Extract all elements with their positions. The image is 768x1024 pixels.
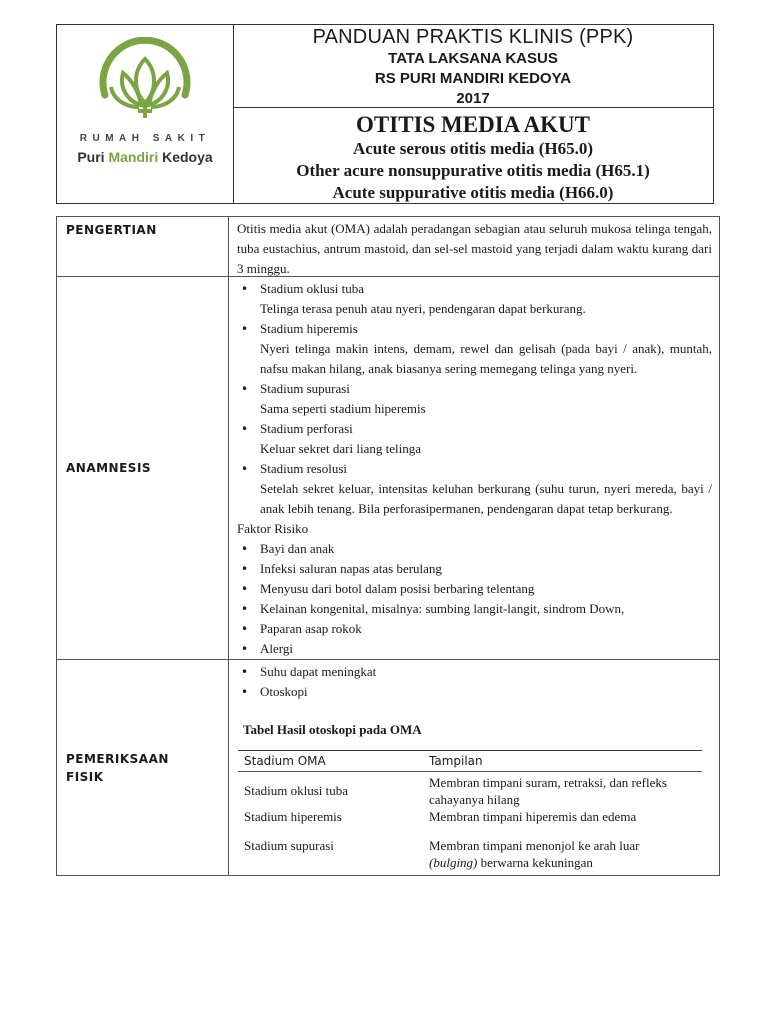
stage-desc: Nyeri telinga makin intens, demam, rewel dan gelisah (pada bayi / anak), muntah, nafsu makan hilang, anak biasanya sering memegang telinga yang nyeri. — [260, 341, 712, 376]
cell-stage: Stadium oklusi tuba — [244, 782, 348, 798]
header-line-1: TATA LAKSANA KASUS — [388, 50, 558, 67]
logo-name-part3: Kedoya — [162, 149, 213, 165]
label-anamnesis-cell — [57, 277, 229, 660]
table-header-row — [238, 751, 702, 772]
col-header-tampilan: Tampilan — [429, 751, 702, 772]
logo-name-part1: Puri — [77, 149, 105, 165]
cell-appearance — [429, 772, 702, 809]
label-pengertian: PENGERTIAN — [66, 223, 157, 237]
logo-name-part2: Mandiri — [108, 149, 159, 165]
appearance-line2 — [429, 854, 702, 871]
row-pemeriksaan-fisik — [57, 660, 720, 876]
risk-factor-list — [237, 539, 712, 659]
list-item — [237, 279, 712, 319]
table-row — [238, 772, 702, 809]
appearance-line1: Membran timpani menonjol ke arah luar — [429, 838, 640, 853]
logo-brand-line: RUMAH SAKIT — [79, 133, 211, 144]
label-pengertian-cell — [57, 217, 229, 277]
label-pemeriksaan-line1: PEMERIKSAAN — [66, 751, 169, 766]
pengertian-text: Otitis media akut (OMA) adalah peradangan sebagian atau seluruh mukosa telinga tengah, tuba eustachius, antrum mastoid, dan sel-sel mastoid yang terjadi dalam waktu kurang dari 3 minggu. — [237, 221, 712, 276]
list-item: • Paparan asap rokok — [237, 619, 712, 639]
header-disease-cell — [233, 107, 713, 203]
col-header-stadium: Stadium OMA — [238, 751, 429, 772]
list-item — [237, 459, 712, 519]
list-item: • Otoskopi — [237, 682, 712, 702]
cell-appearance: Membran timpani hiperemis dan edema — [429, 809, 637, 824]
list-item: • Menyusu dari botol dalam posisi berbaring telentang — [237, 579, 712, 599]
table-row — [238, 808, 702, 825]
list-item — [237, 319, 712, 379]
stage-title: • Stadium perforasi — [260, 421, 353, 436]
appearance-line1: Membran timpani suram, retraksi, dan refleks — [429, 775, 667, 790]
appearance-rest: berwarna kekuningan — [477, 855, 593, 870]
stage-desc: Keluar sekret dari liang telinga — [260, 441, 421, 456]
otoskopi-table-caption: Tabel Hasil otoskopi pada OMA — [243, 722, 422, 737]
cell-stage: Stadium hiperemis — [244, 809, 342, 824]
table-row — [238, 825, 702, 871]
ppk-header — [56, 24, 714, 204]
row-anamnesis — [57, 277, 720, 660]
content-pengertian-cell — [229, 217, 720, 277]
cell-appearance — [429, 825, 702, 871]
label-pemeriksaan — [57, 750, 228, 786]
icd-code-3: Acute suppurative otitis media (H66.0) — [332, 183, 614, 202]
exam-list — [237, 662, 712, 702]
header-title-cell — [233, 25, 713, 108]
row-pengertian — [57, 217, 720, 277]
stage-title: • Stadium supurasi — [260, 381, 350, 396]
logo-hospital-name — [57, 149, 233, 165]
header-year: 2017 — [456, 90, 490, 107]
content-anamnesis-cell — [229, 277, 720, 660]
appearance-line2: cahayanya hilang — [429, 792, 520, 807]
risk-factor-title: Faktor Risiko — [237, 521, 309, 536]
stage-title: • Stadium oklusi tuba — [260, 281, 364, 296]
hospital-logo-cell — [57, 25, 234, 203]
otoskopi-table — [238, 750, 702, 871]
lotus-logo-icon — [89, 37, 201, 129]
list-item: • Bayi dan anak — [237, 539, 712, 559]
disease-title: OTITIS MEDIA AKUT — [356, 112, 590, 137]
stage-title: • Stadium resolusi — [260, 461, 348, 476]
list-item — [237, 379, 712, 419]
label-pemeriksaan-line2: FISIK — [66, 769, 104, 784]
stage-list — [237, 279, 712, 519]
cell-stage: Stadium supurasi — [244, 838, 334, 853]
list-item: • Infeksi saluran napas atas berulang — [237, 559, 712, 579]
list-item: • Kelainan kongenital, misalnya: sumbing langit-langit, sindrom Down, — [237, 599, 712, 619]
stage-desc: Sama seperti stadium hiperemis — [260, 401, 426, 416]
label-pemeriksaan-cell — [57, 660, 229, 876]
icd-code-2: Other acure nonsuppurative otitis media (H65.1) — [296, 161, 650, 180]
header-line-2: RS PURI MANDIRI KEDOYA — [374, 70, 572, 87]
stage-desc: Setelah sekret keluar, intensitas keluhan berkurang (suhu turun, nyeri mereda, bayi / anak lebih tenang. Bila perforasipermanen, pendengaran dapat tetap berkurang. — [260, 481, 712, 516]
list-item: • Suhu dapat meningkat — [237, 662, 712, 682]
label-anamnesis: ANAMNESIS — [66, 461, 152, 475]
stage-desc: Telinga terasa penuh atau nyeri, pendengaran dapat berkurang. — [260, 301, 586, 316]
stage-title: • Stadium hiperemis — [260, 321, 358, 336]
icd-code-1: Acute serous otitis media (H65.0) — [352, 139, 594, 158]
document-title: PANDUAN PRAKTIS KLINIS (PPK) — [312, 26, 634, 48]
appearance-italic: (bulging) — [429, 855, 478, 870]
content-pemeriksaan-cell — [229, 660, 720, 876]
list-item — [237, 419, 712, 459]
list-item: • Alergi — [237, 639, 712, 659]
ppk-content-table — [56, 216, 720, 876]
